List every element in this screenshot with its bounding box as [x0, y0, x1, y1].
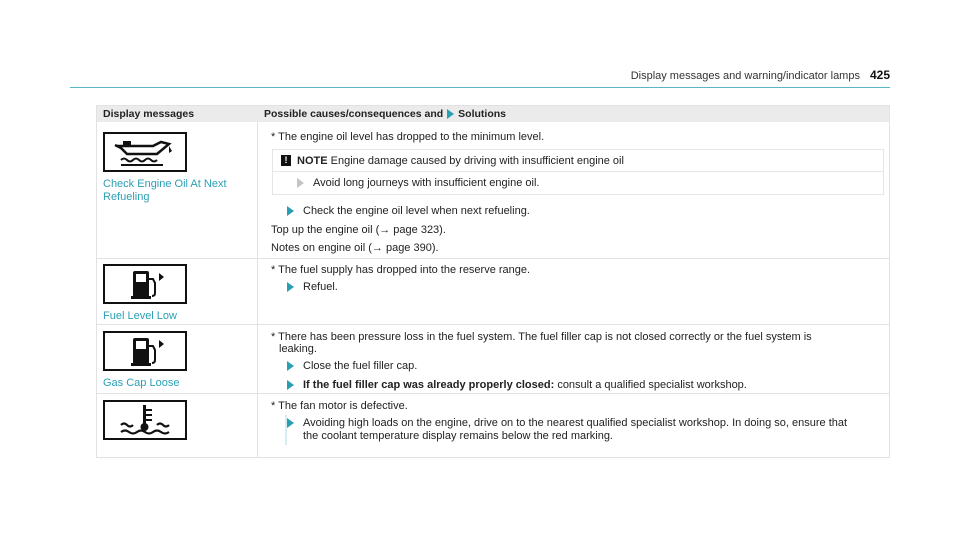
action-text: Avoiding high loads on the engine, drive on to the nearest qualified specialist workshop. In doing so, ensure that [303, 417, 848, 429]
action-text: Close the fuel filler cap. [303, 360, 418, 372]
arrow-icon [297, 178, 304, 188]
section-title: Display messages and warning/indicator lamps [630, 70, 860, 82]
column-divider [257, 122, 258, 457]
action-text-cont: the coolant temperature display remains below the red marking. [303, 430, 613, 442]
arrow-icon [287, 380, 294, 390]
note-title: NOTE [297, 155, 328, 167]
messages-table [96, 105, 890, 458]
cause-text: * The fan motor is defective. [271, 400, 408, 412]
page-header [631, 68, 890, 82]
header-rule [70, 87, 890, 88]
action-text: Refuel. [303, 281, 338, 293]
notes-text: Notes on engine oil (→ page 390). [271, 242, 439, 254]
fuel-pump-icon [103, 331, 187, 371]
note-text: Engine damage caused by driving with insufficient engine oil [330, 155, 624, 167]
col-display-messages: Display messages [103, 108, 195, 120]
note-action: Avoid long journeys with insufficient engine oil. [313, 177, 540, 189]
arrow-icon [287, 282, 294, 292]
cause-text: * The fuel supply has dropped into the reserve range. [271, 264, 531, 276]
table-header [97, 106, 889, 122]
engine-oil-level-icon [103, 132, 187, 172]
arrow-icon [287, 418, 294, 428]
arrow-icon [287, 361, 294, 371]
action-text: Check the engine oil level when next refueling. [303, 205, 530, 217]
col-causes-label: Possible causes/consequences and [264, 108, 444, 120]
message-check-engine-oil: Check Engine Oil At Next Refueling [103, 178, 227, 203]
col-solutions-label: Solutions [458, 108, 507, 120]
topup-text: Top up the engine oil (→ page 323). [271, 224, 446, 236]
arrow-icon [447, 109, 454, 119]
cause-text: * There has been pressure loss in the fuel system. The fuel filler cap is not closed correctly or the fuel system is [271, 331, 812, 343]
coolant-temperature-icon [103, 400, 187, 440]
warning-icon: ! [281, 155, 291, 166]
message-gas-cap-loose: Gas Cap Loose [103, 377, 180, 389]
arrow-icon [287, 206, 294, 216]
action-text-2: If the fuel filler cap was already properly closed: consult a qualified specialist workshop. [303, 379, 747, 391]
cause-text-cont: leaking. [279, 343, 317, 355]
note-box [272, 149, 884, 195]
cause-text: * The engine oil level has dropped to the minimum level. [271, 131, 545, 143]
message-fuel-level-low: Fuel Level Low [103, 310, 177, 322]
col-causes-solutions [264, 108, 506, 120]
fuel-pump-icon [103, 264, 187, 304]
page-number: 425 [869, 68, 890, 82]
